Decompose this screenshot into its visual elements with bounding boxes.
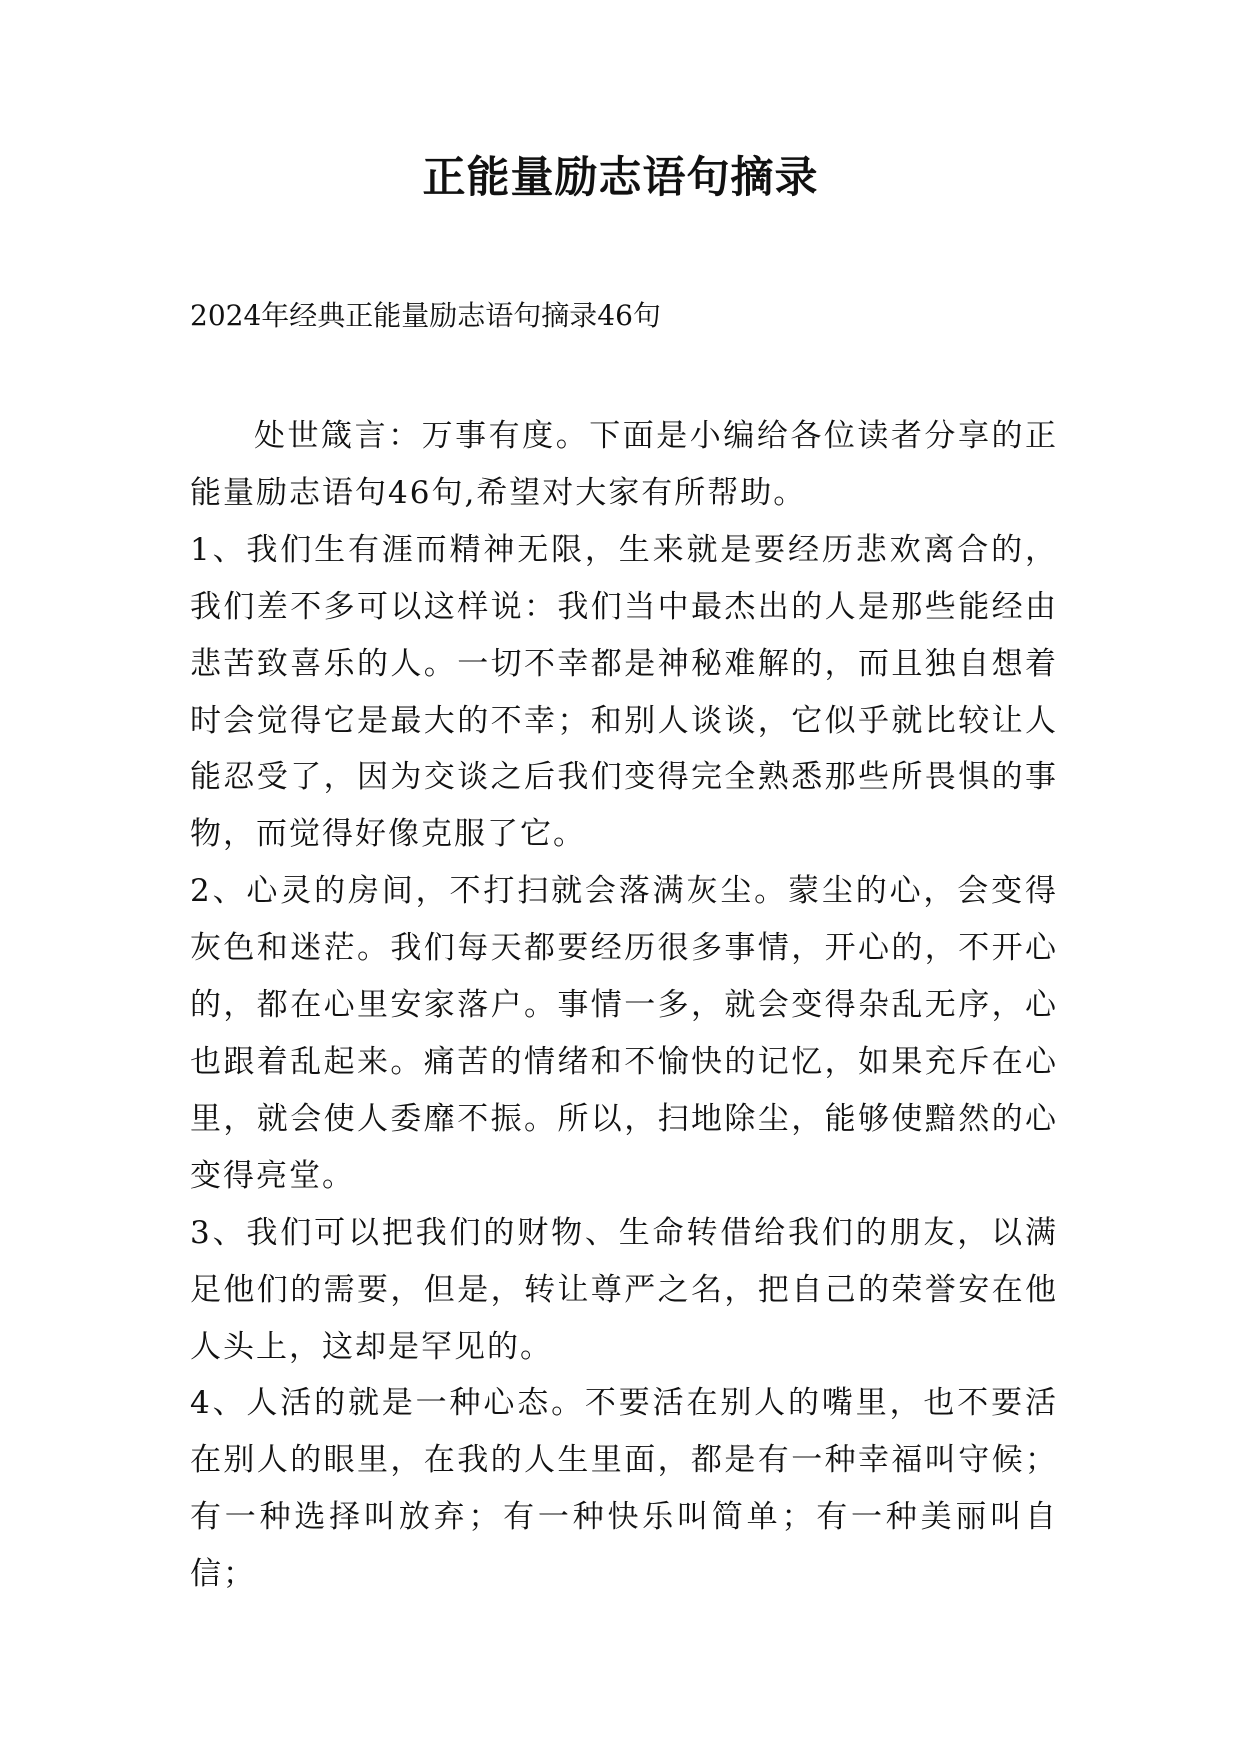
document-subtitle: 2024年经典正能量励志语句摘录46句	[190, 299, 661, 332]
document-body	[190, 408, 1058, 1603]
document-title: 正能量励志语句摘录	[422, 153, 819, 203]
quote-item-4: 4、人活的就是一种心态。不要活在别人的嘴里，也不要活在别人的眼里，在我的人生里面，都是有一种幸福叫守候；有一种选择叫放弃；有一种快乐叫简单；有一种美丽叫自信；	[190, 1385, 1058, 1593]
quote-item-3: 3、我们可以把我们的财物、生命转借给我们的朋友，以满足他们的需要，但是，转让尊严之名，把自己的荣誉安在他人头上，这却是罕见的。	[190, 1214, 1058, 1365]
quote-item-1: 1、我们生有涯而精神无限，生来就是要经历悲欢离合的，我们差不多可以这样说：我们当中最杰出的人是那些能经由悲苦致喜乐的人。一切不幸都是神秘难解的，而且独自想着时会觉得它是最大的不幸；和别人谈谈，它似乎就比较让人能忍受了，因为交谈之后我们变得完全熟悉那些所畏惧的事物，而觉得好像克服了它。	[190, 531, 1058, 853]
quote-item-2: 2、心灵的房间，不打扫就会落满灰尘。蒙尘的心，会变得灰色和迷茫。我们每天都要经历很多事情，开心的，不开心的，都在心里安家落户。事情一多，就会变得杂乱无序，心也跟着乱起来。痛苦的情绪和不愉快的记忆，如果充斥在心里，就会使人委靡不振。所以，扫地除尘，能够使黯然的心变得亮堂。	[190, 873, 1058, 1194]
intro-paragraph: 处世箴言：万事有度。下面是小编给各位读者分享的正能量励志语句46句,希望对大家有所帮助。	[190, 418, 1058, 511]
